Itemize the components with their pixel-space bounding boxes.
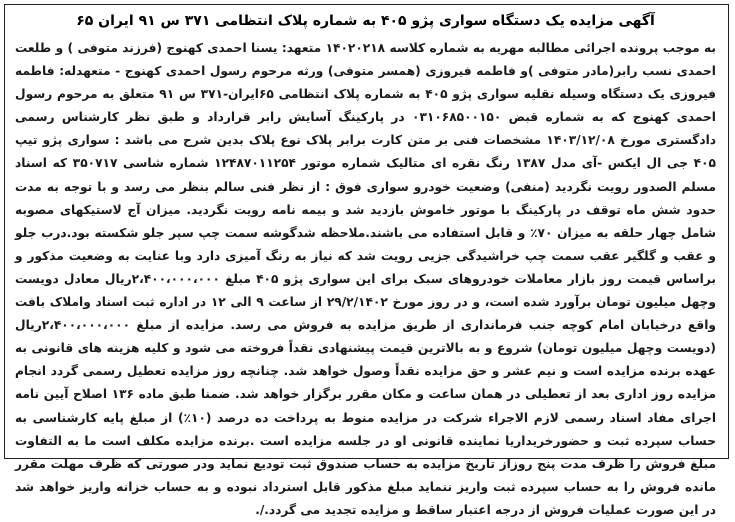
notice-title: آگهی مزایده یک دستگاه سواری پژو ۴۰۵ به شماره پلاک انتظامی ۳۷۱ س ۹۱ ایران ۶۵ [76, 13, 655, 29]
notice-body: به موجب پرونده اجرائی مطالبه مهریه به شماره کلاسه ۱۴۰۲۰۲۱۸ متعهد: یسنا احمدی کهنوج (فرزند متوفی ) و طلعت احمدی نسب رابر(مادر متوفی )و فاطمه فیروزی (همسر متوفی) ورثه مرحوم رسول احمدی کهنوج - متعهدله: فاطمه فیروزی یک دستگاه وسیله نقلیه سواری پژو ۴۰۵ به شماره پلاک انتظامی ۶۵ایران-۳۷۱ س ۹۱ متعلق به مرحوم رسول احمدی کهنوج که به شماره قبض ۰۳۱۰۶۸۵۰۰۱۵۰ در پارکینگ آسایش رابر قرارداد و طبق نظر کارشناس رسمی دادگستری مورخ ۱۴۰۳/۱۲/۰۸ مشخصات فنی بر متن کارت برابر پلاک نوع پلاک بدین شرح می باشد : سواری پژو تیپ ۴۰۵ جی ال ایکس -آی مدل ۱۳۸۷ رنگ نقره ای متالیک شماره موتور ۱۲۴۸۷۰۱۱۲۵۴ شماره شاسی ۳۵۰۷۱۷ که اسناد مسلم الصدور رویت نگردید (منفی) وضعیت خودرو سواری فوق : از نظر فنی سالم بنظر می رسد و با توجه به مدت حدود شش ماه توقف در پارکینگ با موتور خاموش بازدید شد و بیمه نامه رویت نگردید. میزان آج لاستیکهای مصوبه شامل چهار حلقه به میزان ۷۰٪ و قابل استفاده می باشند.ملاحظه شدگوشه سمت چپ سپر جلو شکسته بود.درب جلو و عقب و گلگیر عقب سمت چپ خراشیدگی جزیی رویت شد که نیاز به رنگ آمیزی دارد وبا عنایت به وضعیت مذکور و براساس قیمت روز بازار معاملات خودروهای سبک برای این سواری پژو ۴۰۵ مبلغ ۲،۴۰۰،۰۰۰،۰۰۰ریال معادل دویست وچهل میلیون تومان برآورد شده است، و در روز مورخ ۲۹/۲/۱۴۰۲ از ساعت ۹ الی ۱۲ در اداره ثبت اسناد واملاک بافت واقع درخیابان امام کوچه جنب فرمانداری از طریق مزایده به فروش می رسد. مزایده از مبلغ ۲،۴۰۰،۰۰۰،۰۰۰ریال (دویست وچهل میلیون تومان) شروع و به بالاترین قیمت پیشنهادی نقداً فروخته می شود و کلیه هزینه های قانونی به عهده برنده مزایده است و نیم عشر و حق مزایده نقداً وصول خواهد شد. چنانچه روز مزایده تعطیل رسمی گردد انجام مزایده روز اداری بعد از تعطیلی در همان ساعت و مکان مقرر برگزار خواهد شد. ضمنا طبق ماده ۱۳۶ اصلاح آیین نامه اجرای مفاد اسناد رسمی لازم الاجراء شرکت در مزایده منوط به پرداخت ده درصد (۱۰٪) از مبلغ پایه کارشناسی به حساب سپرده ثبت و حضورخریداریا نماینده قانونی او در جلسه مزایده است .برنده مزایده مکلف است ما به التفاوت مبلغ فروش را ظرف مدت پنج روزاز تاریخ مزایده به حساب صندوق ثبت تودیع نماید ودر صورتی که ظرف مهلت مقرر مانده فروش را به حساب سپرده ثبت واریز ننماید مبلغ مذکور قابل استرداد نبوده و به حساب خزانه واریز خواهد شد در این صورت عملیات فروش از درجه اعتبار ساقط و مزایده تجدید می گردد./. [15, 41, 717, 517]
auction-notice [4, 4, 729, 517]
